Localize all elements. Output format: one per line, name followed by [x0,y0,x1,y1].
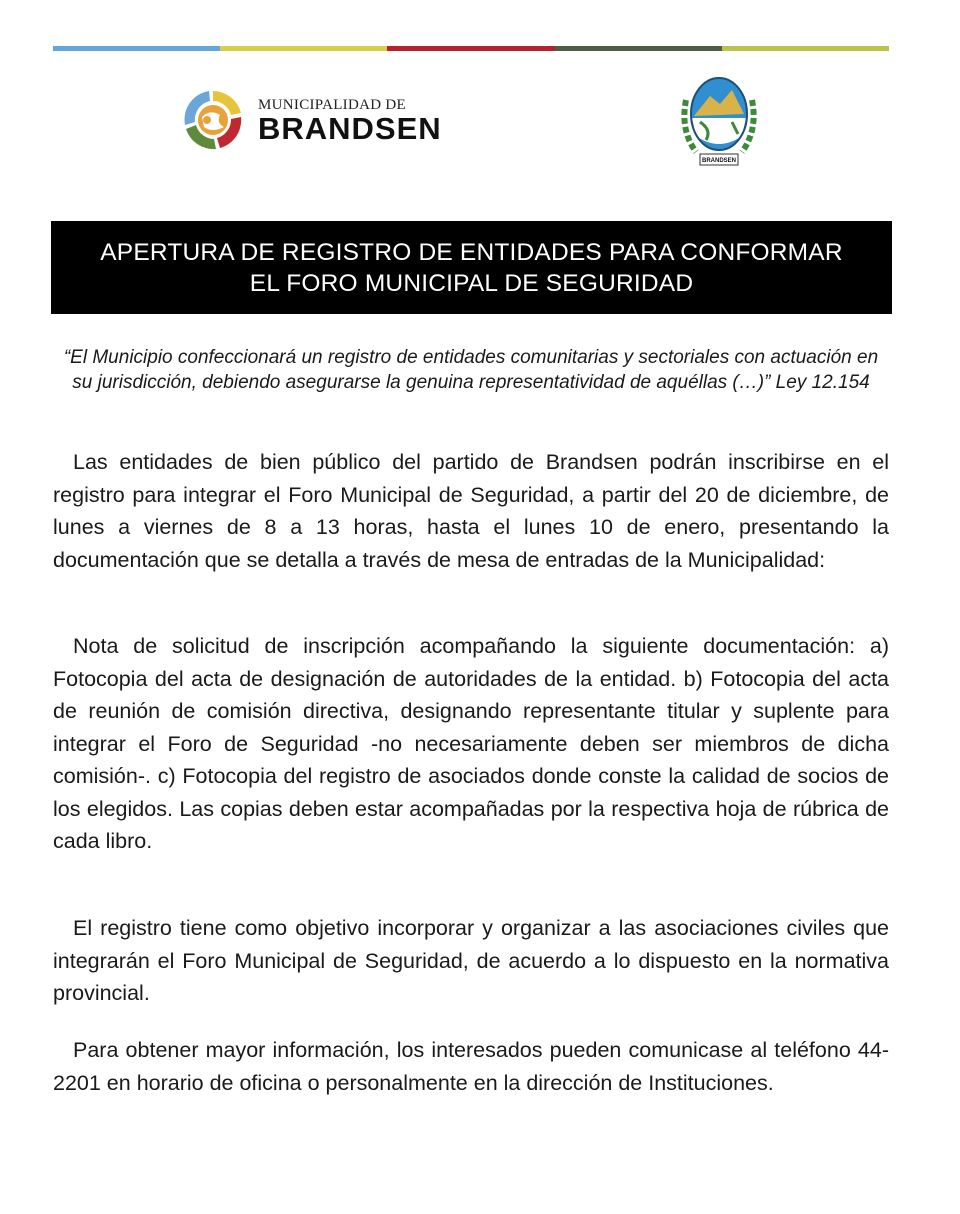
paragraph-registration: Las entidades de bien público del partido de Brandsen podrán inscribirse en el registro para integrar el Foro Municipal de Seguridad, a partir del 20 de diciembre, de lunes a viernes de 8 a 13 horas, hasta el lunes 10 de enero, presentando la documentación que se detalla a través de mesa de entradas de la Municipalidad: [53,450,889,572]
page-title: APERTURA DE REGISTRO DE ENTIDADES PARA CONFORMAR EL FORO MUNICIPAL DE SEGURIDAD [100,238,843,297]
crest-label: BRANDSEN [701,158,737,164]
logo-title: BRANDSEN [258,110,442,146]
municipality-logo [180,86,450,154]
logo-caption: MUNICIPALIDAD DE [258,96,406,113]
brandsen-crest-icon [676,70,762,168]
color-segment-red [387,46,554,51]
color-segment-lime [722,46,889,51]
municipality-emblem-icon [180,87,246,153]
color-segment-yellow [220,46,387,51]
paragraph-contact: Para obtener mayor información, los interesados pueden comunicase al teléfono 44-2201 en horario de oficina o personalmente en la dirección de Instituciones. [53,1038,889,1095]
color-segment-darkgreen [555,46,722,51]
header-color-bar [53,46,889,51]
law-quote: “El Municipio confeccionará un registro de entidades comunitarias y sectoriales con actuación en su jurisdicción, debiendo asegurarse la genuina representatividad de aquéllas (…)” Ley 12.154 [63,347,879,393]
paragraph-objective: El registro tiene como objetivo incorporar y organizar a las asociaciones civiles que integrarán el Foro Municipal de Seguridad, de acuerdo a lo dispuesto en la normativa provincial. [53,916,889,1005]
color-segment-blue [53,46,220,51]
paragraph-documentation: Nota de solicitud de inscripción acompañando la siguiente documentación: a) Fotocopia del acta de designación de autoridades de la entidad. b) Fotocopia del acta de reunión de comisión directiva, designando representante titular y suplente para integrar el Foro de Seguridad -no necesariamente deben ser miembros de dicha comisión-. c) Fotocopia del registro de asociados donde conste la calidad de socios de los elegidos. Las copias deben estar acompañadas por la respectiva hoja de rúbrica de cada libro. [53,634,889,853]
title-banner [51,221,892,314]
